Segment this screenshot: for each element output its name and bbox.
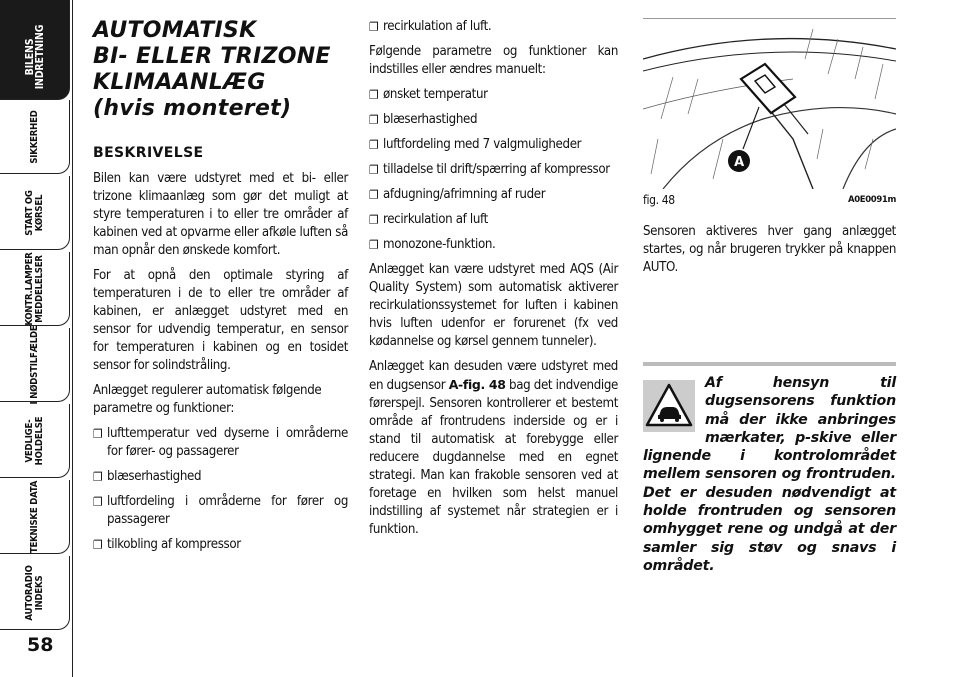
warning-car-icon [643,380,695,432]
checkbox-bullet-icon: ❐ [93,427,103,441]
checkbox-bullet-icon: ❐ [93,470,103,484]
list-item: ❐ tilladelse til drift/spærring af kompressor [369,162,610,177]
list-item: ❐ blæserhastighed [369,112,478,127]
warning-box [643,362,896,575]
checkbox-bullet-icon: ❐ [369,213,379,227]
tab-sikkerhed[interactable] [0,100,70,174]
list-item: ❐ ønsket temperatur [369,87,488,102]
figure-reference: A-fig. 48 [448,377,506,392]
list-item: ❐ tilkobling af kompressor [93,537,241,552]
list-item: ❐ lufttemperatur ved dyserne i områderne for fører- og passagerer [93,426,348,459]
tab-bilens-indretning[interactable] [0,0,70,100]
tab-label: AUTORADIO INDEKS [23,564,45,621]
tab-label: I NØDSTILFÆLDE [28,325,40,404]
warning-text: Af hensyn til dugsensorens funktion må der ikke anbringes mærkater, p-skive eller lignende i kontrolområdet mellem sensoren og frontruden. Det er desuden nødvendigt at holde frontruden og sensoren omhygget rene og undgå at der samler sig støv og snavs i området. [643,375,896,574]
tab-tekniske-data[interactable] [0,480,70,554]
checkbox-bullet-icon: ❐ [369,138,379,152]
column-2 [369,18,618,546]
paragraph: Anlægget kan desuden være udstyret med en dugsensor A-fig. 48 bag det indvendige førerspejl. Sensoren kontrollerer et bestemt område af frontrudens inderside og er i stand til automatisk at forebygge eller reducere dugdannelse med en egnet strategi. Man kan frakoble sensoren ved at foretage en hvilken som helst manuel indstilling af systemet når strategien er i funktion. [369,359,618,537]
checkbox-bullet-icon: ❐ [369,20,379,34]
chapter-sidebar [0,0,73,677]
tab-label: BILENS INDRETNING [23,25,46,90]
list-item: ❐ afdugning/afrimning af ruder [369,187,546,202]
list-item: ❐ luftfordeling med 7 valgmuligheder [369,137,582,152]
column-3 [643,18,896,284]
checkbox-bullet-icon: ❐ [369,188,379,202]
tab-label: SIKKERHED [28,109,40,164]
tab-label: TEKNISKE DATA [28,480,40,553]
list-item: ❐ recirkulation af luft [369,212,488,227]
checkbox-bullet-icon: ❐ [369,113,379,127]
paragraph: Sensoren aktiveres hver gang anlægget startes, og når brugeren trykker på knappen AUTO. [643,224,896,275]
column-1 [93,18,348,561]
list-item: ❐ monozone-funktion. [369,237,496,252]
section-title: AUTOMATISK BI- ELLER TRIZONE KLIMAANLÆG (hvis monteret) [93,18,331,121]
list-item: ❐ recirkulation af luft. [369,19,492,34]
paragraph: Følgende parametre og funktioner kan indstilles eller ændres manuelt: [369,44,618,77]
checkbox-bullet-icon: ❐ [369,88,379,102]
figure-label-a: A [734,155,744,170]
figure-caption-row [643,191,896,209]
paragraph: For at opnå den optimale styring af temperaturen i de to eller tre områder af kabinen, er anlægget udstyret med en sensor for udvendig temperatur, en sensor for temperaturen i kabinen og en tosidet sensor for solindstråling. [93,268,348,373]
tab-start-og-korsel[interactable] [0,176,70,250]
paragraph: Anlægget kan være udstyret med AQS (Air Quality System) som automatisk aktiverer recirkulationssystemet for luften i kabinen hvis luften udenfor er forurenet (fx ved kødannelse og kørsel gennem tunneler). [369,262,618,349]
list-item: ❐ luftfordeling i områderne for fører og passagerer [93,494,348,527]
paragraph: Bilen kan være udstyret med et bi- eller trizone klimaanlæg som gør det muligt at styre temperaturen i to eller tre områder af kabinen ved at opvarme eller afkøle luften så man opnår den ønskede komfort. [93,171,348,258]
tab-autoradio-indeks[interactable] [0,556,70,630]
tab-label: START OG KØRSEL [23,189,45,236]
tab-kontrollamper[interactable] [0,252,70,326]
page-number: 58 [27,634,54,656]
figure-caption: fig. 48 [643,193,675,207]
tab-label: VEDLIGE- HOLDELSE [23,416,45,465]
tab-i-nodstilfaelde[interactable] [0,325,70,404]
checkbox-bullet-icon: ❐ [369,163,379,177]
tab-vedligeholdelse[interactable] [0,404,70,478]
tab-label: KONTR.LAMPER MEDDELELSER [23,251,45,326]
checkbox-bullet-icon: ❐ [93,538,103,552]
list-item: ❐ blæserhastighed [93,469,202,484]
dew-sensor-illustration [643,19,896,189]
figure-code: A0E0091m [847,195,896,205]
figure-image [643,18,896,189]
checkbox-bullet-icon: ❐ [369,238,379,252]
checkbox-bullet-icon: ❐ [93,495,103,509]
section-heading: BESKRIVELSE [93,145,204,161]
paragraph: Anlægget regulerer automatisk følgende parametre og funktioner: [93,383,322,416]
